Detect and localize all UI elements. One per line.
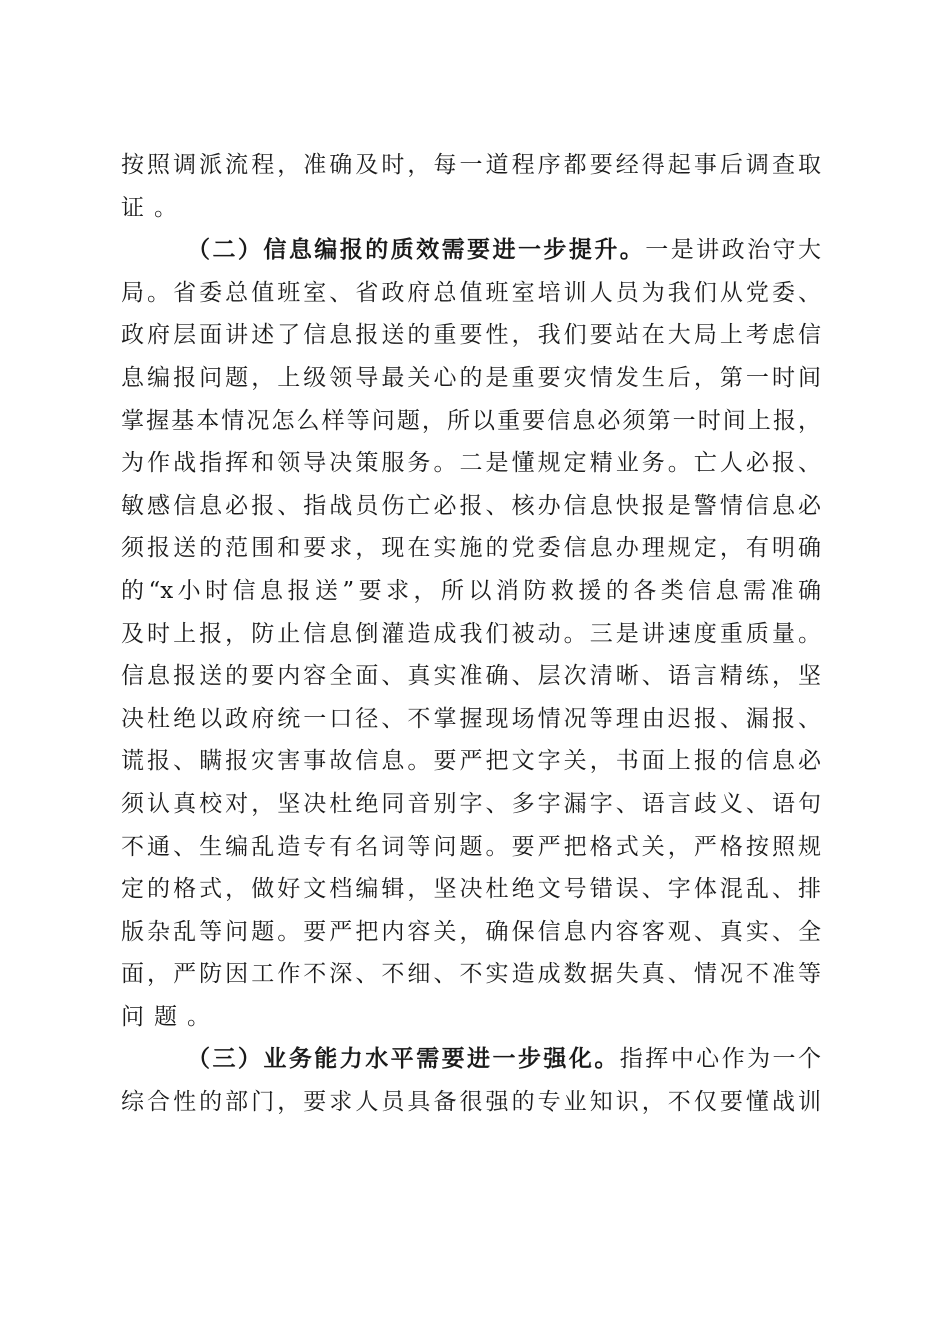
text-line: [121, 485, 821, 528]
paragraph-text: 综合性的部门，要求人员具备很强的专业知识，不仅要懂战训: [121, 1089, 821, 1116]
text-line: [121, 144, 821, 187]
paragraph-text: 证。: [121, 194, 187, 221]
text-line: [121, 570, 821, 613]
text-line: [121, 357, 821, 400]
text-line: [121, 698, 821, 741]
text-line: [121, 911, 821, 954]
section-heading: （二）信息编报的质效需要进一步提升。: [187, 236, 646, 264]
text-line: [121, 868, 821, 911]
paragraph-text: 的“x小时信息报送”要求，所以消防救援的各类信息需准确: [121, 577, 821, 604]
text-line: [121, 1038, 821, 1081]
paragraph-text: 政府层面讲述了信息报送的重要性，我们要站在大局上考虑信: [121, 322, 821, 349]
text-line: [121, 229, 821, 272]
paragraph-text: 按照调派流程，准确及时，每一道程序都要经得起事后调查取: [121, 152, 821, 178]
paragraph-text: 不通、生编乱造专有名词等问题。要严把格式关，严格按照规: [121, 833, 821, 860]
text-line: [121, 996, 821, 1039]
paragraph-text: 谎报、瞒报灾害事故信息。要严把文字关，书面上报的信息必: [121, 748, 821, 775]
paragraph-text: 掌握基本情况怎么样等问题，所以重要信息必须第一时间上报，: [121, 407, 821, 434]
text-line: [121, 400, 821, 443]
text-line: [121, 740, 821, 783]
paragraph-text: 敏感信息必报、指战员伤亡必报、核办信息快报是警情信息必: [121, 492, 821, 519]
paragraph-text: 定的格式，做好文档编辑，坚决杜绝文号错误、字体混乱、排: [121, 876, 821, 903]
paragraph-text: 面，严防因工作不深、不细、不实造成数据失真、情况不准等: [121, 961, 821, 988]
text-line: [121, 826, 821, 869]
text-line: [121, 783, 821, 826]
text-line: [121, 187, 821, 230]
text-line: [121, 442, 821, 485]
paragraph-text: 决杜绝以政府统一口径、不掌握现场情况等理由迟报、漏报、: [121, 705, 821, 732]
text-line: [121, 655, 821, 698]
paragraph-text: 指挥中心作为一个: [619, 1046, 822, 1073]
paragraph-text: 息编报问题，上级领导最关心的是重要灾情发生后，第一时间: [121, 364, 821, 391]
paragraph-text: 信息报送的要内容全面、真实准确、层次清晰、语言精练，坚: [121, 663, 821, 690]
text-line: [121, 613, 821, 656]
paragraph-text: 须认真校对，坚决杜绝同音别字、多字漏字、语言歧义、语句: [121, 790, 821, 817]
paragraph-text: 及时上报，防止信息倒灌造成我们被动。三是讲速度重质量。: [121, 620, 821, 647]
text-line: [121, 272, 821, 315]
paragraph-text: 须报送的范围和要求，现在实施的党委信息办理规定，有明确: [121, 535, 821, 562]
text-line: [121, 314, 821, 357]
paragraph-text: 一是讲政治守大: [645, 237, 822, 264]
paragraph-text: 局。省委总值班室、省政府总值班室培训人员为我们从党委、: [121, 279, 821, 306]
paragraph-text: 问题。: [121, 1003, 220, 1030]
text-line: [121, 1081, 821, 1124]
section-heading: （三）业务能力水平需要进一步强化。: [187, 1045, 620, 1073]
paragraph-text: 为作战指挥和领导决策服务。二是懂规定精业务。亡人必报、: [121, 450, 821, 477]
text-line: [121, 527, 821, 570]
paragraph-text: 版杂乱等问题。要严把内容关，确保信息内容客观、真实、全: [121, 918, 821, 945]
text-line: [121, 953, 821, 996]
document-body: [121, 144, 821, 1124]
